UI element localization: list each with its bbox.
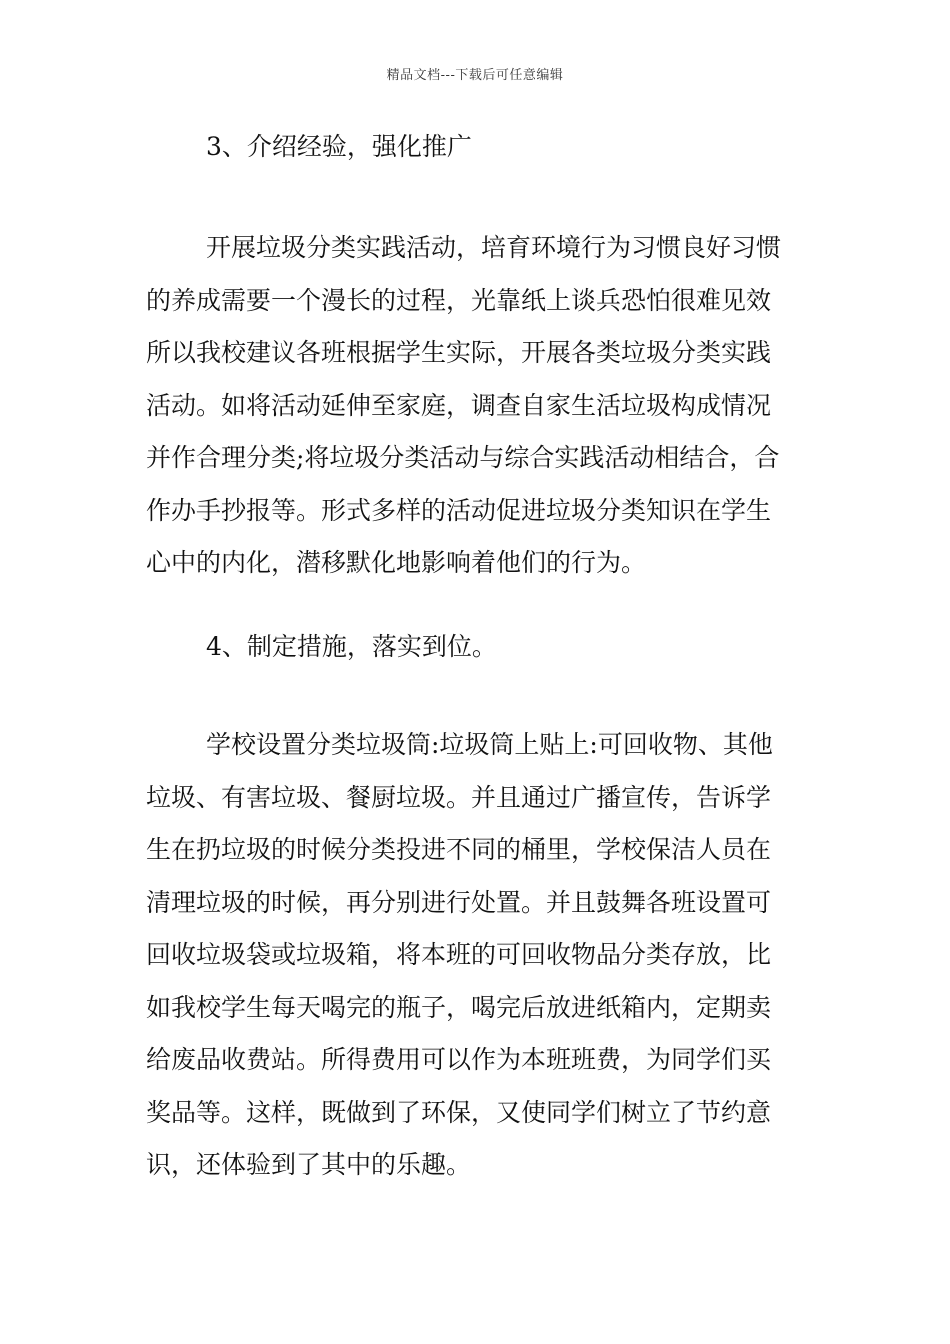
paragraph-line: 学校设置分类垃圾筒:垃圾筒上贴上:可回收物、其他: [206, 730, 773, 759]
paragraph-line: 垃圾、有害垃圾、餐厨垃圾。并且通过广播宣传，告诉学: [146, 782, 772, 812]
paragraph-line: 活动。如将活动延伸至家庭，调查自家生活垃圾构成情况: [146, 390, 772, 420]
page-header: 精品文档---下载后可任意编辑: [386, 68, 564, 83]
section-heading-4: 4、制定措施，落实到位。: [206, 632, 497, 661]
paragraph-line: 清理垃圾的时候，再分别进行处置。并且鼓舞各班设置可: [146, 887, 772, 917]
paragraph-line: 奖品等。这样，既做到了环保，又使同学们树立了节约意: [146, 1097, 772, 1127]
paragraph-promotion: [146, 222, 806, 590]
paragraph-line: 的养成需要一个漫长的过程，光靠纸上谈兵恐怕很难见效: [146, 285, 772, 315]
section-heading-3: 3、介绍经验，强化推广: [206, 132, 472, 161]
paragraph-line: 回收垃圾袋或垃圾箱，将本班的可回收物品分类存放，比: [146, 940, 772, 969]
paragraph-line: 生在扔垃圾的时候分类投进不同的桶里，学校保洁人员在: [146, 835, 772, 864]
paragraph-line: 并作合理分类;将垃圾分类活动与综合实践活动相结合，合: [146, 443, 780, 472]
paragraph-line: 如我校学生每天喝完的瓶子，喝完后放进纸箱内，定期卖: [146, 992, 772, 1022]
paragraph-line: 识，还体验到了其中的乐趣。: [146, 1150, 472, 1179]
paragraph-line: 作办手抄报等。形式多样的活动促进垃圾分类知识在学生: [146, 495, 772, 525]
paragraph-line: 开展垃圾分类实践活动，培育环境行为习惯良好习惯: [206, 233, 782, 262]
paragraph-line: 心中的内化，潜移默化地影响着他们的行为。: [146, 548, 647, 577]
paragraph-line: 所以我校建议各班根据学生实际，开展各类垃圾分类实践: [146, 338, 772, 367]
paragraph-line: 给废品收费站。所得费用可以作为本班班费，为同学们买: [146, 1045, 772, 1074]
paragraph-measures: [146, 719, 806, 1192]
